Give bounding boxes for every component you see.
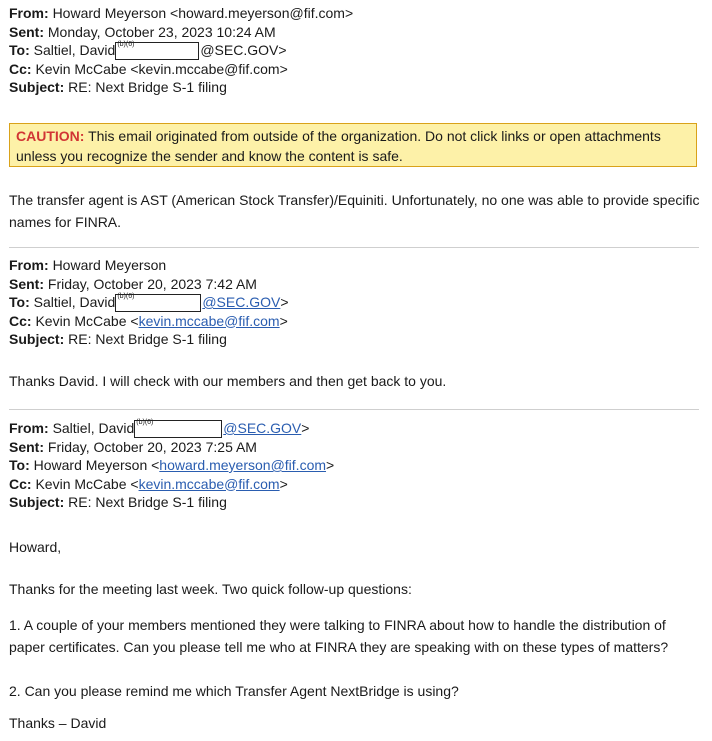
email1-to-domain: @SEC.GOV> [200, 42, 287, 58]
email3-from-line: From: Saltiel, David (b)(6) @SEC.GOV> [9, 419, 310, 436]
email2-body: Thanks David. I will check with our members and then get back to you. [9, 373, 447, 389]
caution-text: This email originated from outside of the organization. Do not click links or open attachments unless you recognize the sender and know the content is safe. [16, 128, 661, 164]
redaction-label: (b)(6) [117, 41, 135, 48]
email2-cc-name: Kevin McCabe < [35, 312, 139, 329]
email2-to-name: Saltiel, David [33, 294, 116, 310]
email1-from-value: Howard Meyerson <howard.meyerson@fif.com> [52, 5, 354, 21]
divider [9, 409, 699, 410]
redaction-box [115, 294, 201, 312]
redaction-label: (b)(6) [136, 419, 154, 426]
email2-subject-value: RE: Next Bridge S-1 filing [68, 331, 227, 347]
email1-cc-line: Cc: Kevin McCabe <kevin.mccabe@fif.com> [9, 60, 288, 77]
caution-banner [9, 123, 697, 167]
email3-sent-value: Friday, October 20, 2023 7:25 AM [47, 438, 257, 455]
email1-sent-line: Sent: Monday, October 23, 2023 10:24 AM [9, 23, 276, 40]
email3-to-email-link[interactable]: howard.meyerson@fif.com [159, 457, 327, 473]
divider [9, 247, 699, 248]
caution-label: CAUTION: [16, 128, 85, 144]
email3-subject-value: RE: Next Bridge S-1 filing [68, 494, 227, 510]
email2-from-line: From: Howard Meyerson [9, 257, 167, 273]
email1-to-name: Saltiel, David [33, 42, 116, 58]
email3-sent-line: Sent: Friday, October 20, 2023 7:25 AM [9, 438, 257, 455]
email1-body: The transfer agent is AST (American Stock Transfer)/Equiniti. Unfortunately, no one was able to provide specific names for FINRA. [9, 192, 700, 230]
email1-header [9, 4, 702, 97]
email3-from-name: Saltiel, David [52, 420, 135, 436]
email3-subject-line: Subject: RE: Next Bridge S-1 filing [9, 494, 227, 510]
redaction-box [115, 42, 199, 60]
email3-from-domain-link[interactable]: @SEC.GOV [223, 420, 302, 436]
email3-to-name: Howard Meyerson < [33, 457, 160, 473]
email3-to-line: To: Howard Meyerson <howard.meyerson@fif.com> [9, 457, 335, 473]
email3-cc-line: Cc: Kevin McCabe <kevin.mccabe@fif.com> [9, 475, 288, 492]
email1-cc-value: Kevin McCabe <kevin.mccabe@fif.com> [35, 60, 288, 77]
email3-header [9, 419, 702, 512]
email2-sent-value: Friday, October 20, 2023 7:42 AM [47, 275, 257, 292]
email2-sent-line: Sent: Friday, October 20, 2023 7:42 AM [9, 275, 257, 292]
email3-cc-email-link[interactable]: kevin.mccabe@fif.com [138, 475, 280, 492]
redaction-label: (b)(6) [117, 293, 135, 300]
email3-cc-name: Kevin McCabe < [35, 475, 139, 492]
email3-signoff: Thanks – David [9, 715, 107, 731]
email3-greeting: Howard, [9, 539, 62, 555]
email1-from-line: From: Howard Meyerson <howard.meyerson@fif.com> [9, 5, 354, 21]
email1-to-line: To: Saltiel, David (b)(6) @SEC.GOV> [9, 41, 287, 58]
email2-to-line: To: Saltiel, David (b)(6) @SEC.GOV> [9, 293, 289, 310]
email2-header [9, 256, 702, 349]
email2-cc-line: Cc: Kevin McCabe <kevin.mccabe@fif.com> [9, 312, 288, 329]
email1-subject-line: Subject: RE: Next Bridge S-1 filing [9, 79, 227, 95]
email1-subject-value: RE: Next Bridge S-1 filing [68, 79, 227, 95]
email3-question-1: 1. A couple of your members mentioned they were talking to FINRA about how to handle the distribution of paper certificates. Can you please tell me who at FINRA they are speaking with on these types of matters? [9, 617, 669, 655]
redaction-box [134, 420, 222, 438]
email3-question-2: 2. Can you please remind me which Transfer Agent NextBridge is using? [9, 683, 459, 699]
email2-to-domain-link[interactable]: @SEC.GOV [202, 294, 281, 310]
email1-sent-value: Monday, October 23, 2023 10:24 AM [47, 23, 276, 40]
email2-from-value: Howard Meyerson [52, 257, 167, 273]
email3-intro: Thanks for the meeting last week. Two quick follow-up questions: [9, 581, 412, 597]
email2-cc-email-link[interactable]: kevin.mccabe@fif.com [138, 312, 280, 329]
email2-subject-line: Subject: RE: Next Bridge S-1 filing [9, 331, 227, 347]
